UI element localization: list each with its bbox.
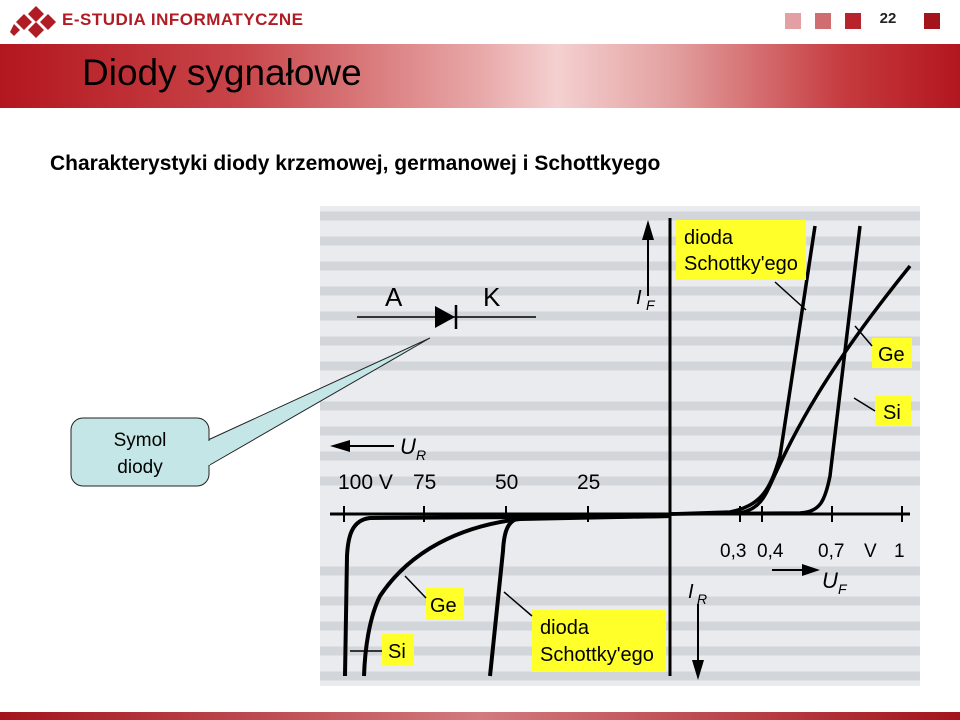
callout-text-line2: diody <box>117 457 163 478</box>
callout-join <box>206 441 210 465</box>
diode-triangle <box>435 306 455 328</box>
forward-tick-1: 1 <box>894 541 905 562</box>
tag-bottom-schottky-line2: Schottky'ego <box>540 644 654 666</box>
logo-text: E-STUDIA INFORMATYCZNE <box>62 10 304 29</box>
tag-bottom-ge-text: Ge <box>430 595 457 617</box>
if-label: I <box>636 287 642 309</box>
tag-top-schottky-line1: dioda <box>684 227 733 249</box>
forward-tick-v: V <box>864 541 877 562</box>
tag-bottom-schottky-line1: dioda <box>540 617 589 639</box>
reverse-tick-50: 50 <box>495 471 519 494</box>
forward-tick-03: 0,3 <box>720 541 747 562</box>
forward-tick-07: 0,7 <box>818 541 845 562</box>
reverse-tick-75: 75 <box>413 471 437 494</box>
ur-label: U <box>400 434 416 459</box>
if-sub: F <box>646 297 655 313</box>
tag-top-ge-text: Ge <box>878 344 905 366</box>
ur-sub: R <box>416 447 427 463</box>
ir-sub: R <box>697 591 708 607</box>
footer-bar <box>0 712 960 720</box>
tag-bottom-si-text: Si <box>388 641 406 663</box>
tag-top-si-text: Si <box>883 402 901 424</box>
uf-sub: F <box>838 581 847 597</box>
subtitle: Charakterystyki diody krzemowej, germanowej i Schottkyego <box>50 152 661 175</box>
diode-cathode-label: K <box>483 282 501 312</box>
tag-top-schottky-line2: Schottky'ego <box>684 253 798 275</box>
diode-anode-label: A <box>385 282 403 312</box>
reverse-tick-25: 25 <box>577 471 601 494</box>
reverse-tick-100: 100 V <box>338 471 393 494</box>
uf-label: U <box>822 568 838 593</box>
ir-label: I <box>688 581 694 603</box>
forward-tick-04: 0,4 <box>757 541 784 562</box>
page-title: Diody sygnałowe <box>82 52 362 93</box>
slide-number: 22 <box>879 10 897 27</box>
callout-pointer <box>208 338 430 466</box>
callout-text-line1: Symol <box>113 430 167 451</box>
